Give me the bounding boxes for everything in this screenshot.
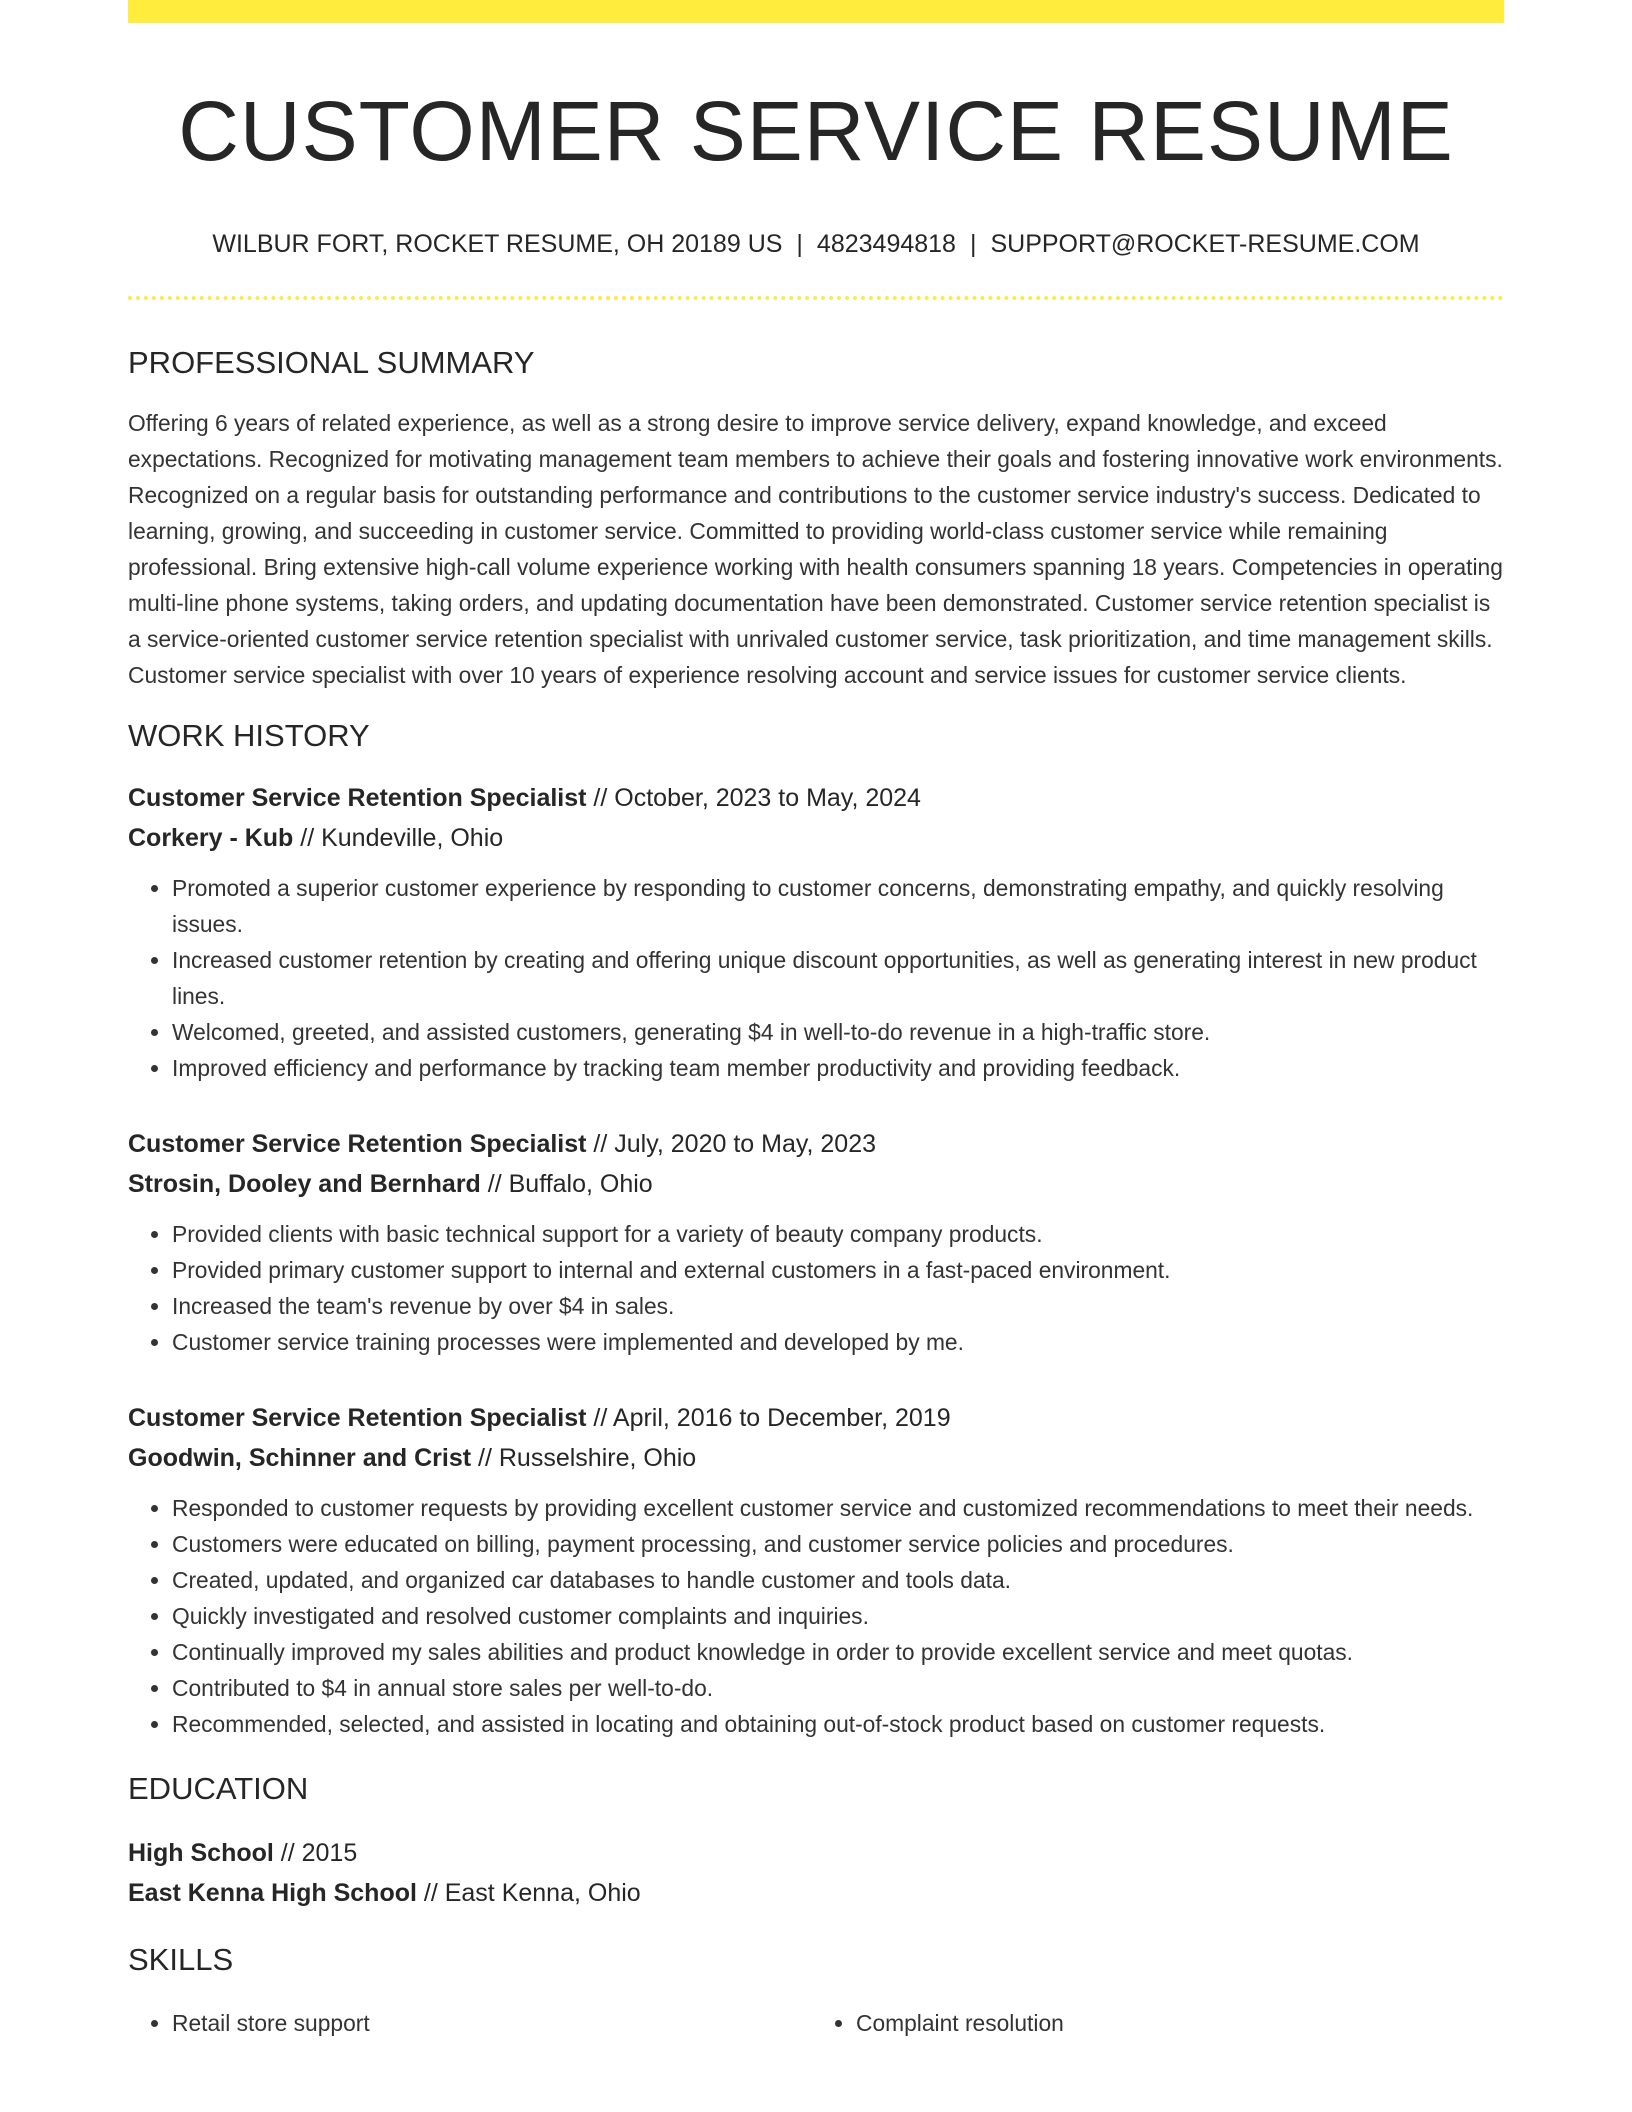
contact-line [128, 228, 1504, 261]
education-location: // East Kenna, Ohio [416, 1878, 641, 1907]
list-item: • Created, updated, and organized car databases to handle customer and tools data. [172, 1562, 1504, 1598]
job-entry [128, 778, 1504, 1086]
list-item: • Provided primary customer support to internal and external customers in a fast-paced environment. [172, 1252, 1504, 1288]
list-item: • Customer service training processes were implemented and developed by me. [172, 1324, 1504, 1360]
skills-heading: SKILLS [128, 1941, 234, 1977]
skills-columns [128, 2005, 1504, 2041]
job-role: Customer Service Retention Specialist [128, 1403, 587, 1432]
job-role: Customer Service Retention Specialist [128, 1129, 587, 1158]
education-degree: High School [128, 1838, 274, 1867]
list-item: • Promoted a superior customer experience by responding to customer concerns, demonstrating empathy, and quickly resolving issues. [172, 870, 1504, 942]
job-company-line [128, 1164, 1504, 1204]
job-company: Strosin, Dooley and Bernhard [128, 1169, 481, 1198]
list-item: • Contributed to $4 in annual store sales per well-to-do. [172, 1670, 1504, 1706]
list-item: • Welcomed, greeted, and assisted customers, generating $4 in well-to-do revenue in a high-traffic store. [172, 1014, 1504, 1050]
list-item: • Quickly investigated and resolved customer complaints and inquiries. [172, 1598, 1504, 1634]
job-location: // Kundeville, Ohio [293, 823, 504, 852]
education-school-line [128, 1873, 1504, 1913]
list-item: • Recommended, selected, and assisted in locating and obtaining out-of-stock product based on customer requests. [172, 1706, 1504, 1742]
list-item: • Increased customer retention by creating and offering unique discount opportunities, as well as generating interest in new product lines. [172, 942, 1504, 1014]
job-role-line [128, 778, 1504, 818]
job-dates: // October, 2023 to May, 2024 [586, 783, 921, 812]
dotted-divider [128, 296, 1504, 300]
job-dates: // April, 2016 to December, 2019 [586, 1403, 951, 1432]
skills-list-left [128, 2005, 812, 2041]
accent-bar [128, 0, 1504, 23]
summary-heading: PROFESSIONAL SUMMARY [128, 345, 535, 381]
job-location: // Russelshire, Ohio [471, 1443, 697, 1472]
education-degree-line [128, 1833, 1504, 1873]
contact-separator: | [796, 229, 803, 258]
job-company: Corkery - Kub [128, 823, 294, 852]
job-company: Goodwin, Schinner and Crist [128, 1443, 472, 1472]
job-location: // Buffalo, Ohio [480, 1169, 653, 1198]
job-bullets [128, 1490, 1504, 1742]
job-role-line [128, 1398, 1504, 1438]
education-school: East Kenna High School [128, 1878, 417, 1907]
job-company-line [128, 1438, 1504, 1478]
job-company-line [128, 818, 1504, 858]
education-heading: EDUCATION [128, 1770, 309, 1806]
job-entry [128, 1124, 1504, 1360]
list-item: • Responded to customer requests by providing excellent customer service and customized recommendations to meet their needs. [172, 1490, 1504, 1526]
list-item: • Provided clients with basic technical support for a variety of beauty company products. [172, 1216, 1504, 1252]
list-item: • Improved efficiency and performance by tracking team member productivity and providing feedback. [172, 1050, 1504, 1086]
skill-item: • Complaint resolution [856, 2005, 1496, 2041]
phone: 4823494818 [816, 229, 956, 258]
job-role-line [128, 1124, 1504, 1164]
education-entry [128, 1833, 1504, 1913]
resume-title: CUSTOMER SERVICE RESUME [178, 84, 1454, 178]
list-item: • Customers were educated on billing, payment processing, and customer service policies and procedures. [172, 1526, 1504, 1562]
job-dates: // July, 2020 to May, 2023 [586, 1129, 876, 1158]
contact-separator: | [969, 229, 977, 258]
list-item: • Continually improved my sales abilities and product knowledge in order to provide excellent service and meet quotas. [172, 1634, 1504, 1670]
job-entry [128, 1398, 1504, 1742]
address: WILBUR FORT, ROCKET RESUME, OH 20189 US [212, 229, 783, 258]
job-bullets [128, 1216, 1504, 1360]
summary-text: Offering 6 years of related experience, as well as a strong desire to improve service delivery, expand knowledge, and exceed expectations. Recognized for motivating management team members to achieve their goals and fostering innovative work environments. Recognized on a regular basis for outstanding performance and contributions to the customer service industry's success. Dedicated to learning, growing, and succeeding in customer service. Committed to providing world-class customer service while remaining professional. Bring extensive high-call volume experience working with health consumers spanning 18 years. Competencies in operating multi-line phone systems, taking orders, and updating documentation have been demonstrated. Customer service retention specialist is a service-oriented customer service retention specialist with unrivaled customer service, task prioritization, and time management skills. Customer service specialist with over 10 years of experience resolving account and service issues for customer service clients. [128, 410, 1503, 689]
skills-list-right [812, 2005, 1496, 2041]
list-item: • Increased the team's revenue by over $4 in sales. [172, 1288, 1504, 1324]
work-history-heading: WORK HISTORY [128, 718, 370, 754]
skill-item: • Retail store support [172, 2005, 812, 2041]
job-bullets [128, 870, 1504, 1086]
education-year: // 2015 [273, 1838, 358, 1867]
job-role: Customer Service Retention Specialist [128, 783, 587, 812]
email: SUPPORT@ROCKET-RESUME.COM [990, 229, 1420, 258]
resume-page [128, 0, 1504, 2041]
